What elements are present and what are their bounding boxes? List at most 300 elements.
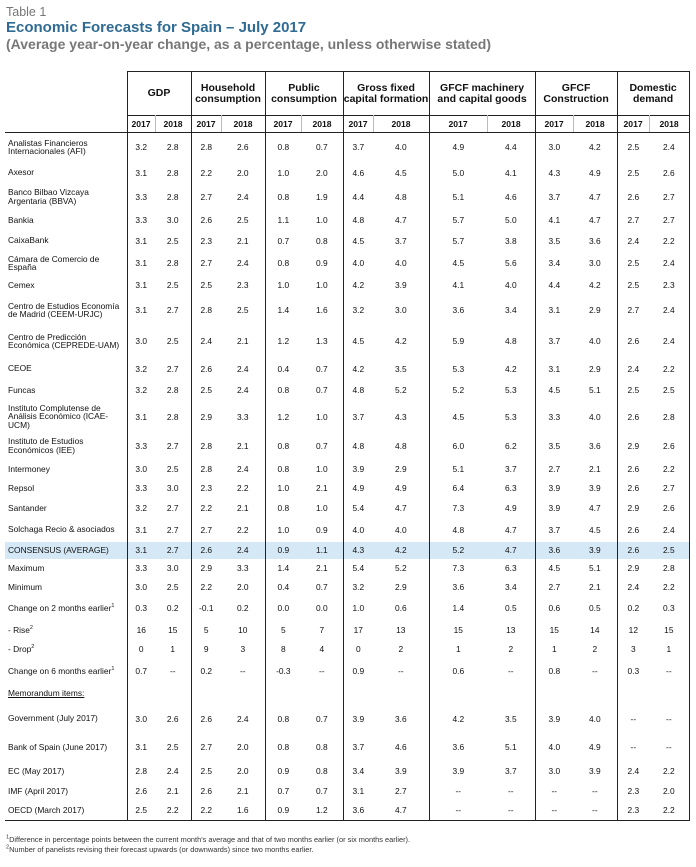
value-cell: 2.6 — [617, 400, 649, 433]
value-cell: 2.2 — [649, 358, 689, 380]
row-label — [5, 251, 127, 275]
value-cell: 2.1 — [573, 578, 617, 597]
row-label-text: Funcas — [8, 384, 36, 395]
row-label — [5, 640, 127, 660]
value-cell: 3.3 — [127, 479, 155, 499]
row-label-text: Instituto Complutense de Análisis Económico (ICAE-UCM) — [8, 402, 109, 430]
value-cell: 2.7 — [155, 518, 191, 542]
table-row — [5, 479, 689, 499]
value-cell: 4.9 — [343, 479, 373, 499]
column-group-header: Gross fixed capital formation — [343, 72, 429, 116]
value-cell: 3.2 — [127, 498, 155, 518]
row-label-text: Cámara de Comercio de España — [8, 253, 100, 273]
value-cell: 3.1 — [127, 230, 155, 251]
value-cell: 3.0 — [127, 704, 155, 733]
value-cell: 3.6 — [535, 542, 573, 559]
value-cell: 0.7 — [301, 133, 343, 162]
value-cell — [617, 683, 649, 704]
value-cell: 2.5 — [191, 762, 221, 782]
value-cell: 4.2 — [373, 325, 429, 358]
year-header: 2018 — [573, 116, 617, 133]
value-cell: 15 — [649, 620, 689, 640]
value-cell: 4.7 — [573, 498, 617, 518]
value-cell: 2.7 — [649, 210, 689, 231]
value-cell: 1 — [535, 640, 573, 660]
row-label — [5, 380, 127, 401]
value-cell: 2.6 — [221, 133, 265, 162]
value-cell: 2.8 — [155, 162, 191, 184]
row-label — [5, 659, 127, 683]
value-cell: 4.5 — [573, 518, 617, 542]
table-row — [5, 659, 689, 683]
value-cell: 3.6 — [429, 296, 487, 325]
value-cell: 2.6 — [617, 518, 649, 542]
value-cell: 2.6 — [127, 781, 155, 801]
value-cell: 2.9 — [617, 433, 649, 459]
value-cell: 2.4 — [191, 325, 221, 358]
value-cell: 4.2 — [487, 358, 535, 380]
value-cell: 0.2 — [617, 596, 649, 620]
value-cell: 3.2 — [127, 380, 155, 401]
value-cell: 1.0 — [301, 400, 343, 433]
value-cell — [301, 683, 343, 704]
value-cell: 3.4 — [343, 762, 373, 782]
value-cell — [649, 683, 689, 704]
value-cell: 3.1 — [127, 162, 155, 184]
row-label-text: Bankia — [8, 214, 34, 225]
value-cell: 2.4 — [155, 762, 191, 782]
consensus-row — [5, 542, 689, 559]
value-cell: 2.4 — [617, 578, 649, 597]
table-row — [5, 498, 689, 518]
row-label-text: Analistas Financieros Internacionales (AFI) — [8, 137, 88, 157]
row-label — [5, 498, 127, 518]
value-cell: 2.2 — [649, 578, 689, 597]
value-cell: 3.0 — [535, 133, 573, 162]
value-cell: -- — [221, 659, 265, 683]
value-cell: 4.9 — [429, 133, 487, 162]
row-label — [5, 801, 127, 821]
table-row — [5, 325, 689, 358]
row-label-text: Axesor — [8, 167, 35, 178]
year-header: 2017 — [535, 116, 573, 133]
value-cell: 0.9 — [265, 801, 301, 821]
value-cell: 0.6 — [373, 596, 429, 620]
value-cell: 3.1 — [127, 400, 155, 433]
row-label-text: - Rise — [8, 624, 30, 635]
value-cell: 2.4 — [221, 380, 265, 401]
value-cell: 2.5 — [617, 251, 649, 275]
table-row — [5, 400, 689, 433]
value-cell: 3.0 — [373, 296, 429, 325]
value-cell: 1.0 — [301, 498, 343, 518]
value-cell: 2.9 — [617, 498, 649, 518]
forecast-table — [5, 71, 690, 821]
value-cell: 2.9 — [373, 578, 429, 597]
value-cell: 2.7 — [649, 184, 689, 210]
value-cell: 2.5 — [617, 275, 649, 296]
value-cell: 2.0 — [221, 733, 265, 761]
value-cell: 2.3 — [617, 801, 649, 821]
year-header: 2018 — [487, 116, 535, 133]
value-cell: 4.8 — [343, 210, 373, 231]
value-cell: 3.7 — [487, 459, 535, 479]
row-label — [5, 620, 127, 640]
value-cell: 2.4 — [649, 325, 689, 358]
value-cell: 2.8 — [191, 433, 221, 459]
value-cell: 15 — [535, 620, 573, 640]
value-cell: 2.4 — [617, 358, 649, 380]
value-cell: 3.9 — [535, 704, 573, 733]
value-cell: 4.7 — [373, 801, 429, 821]
value-cell: 2.8 — [191, 133, 221, 162]
value-cell: 3.3 — [127, 433, 155, 459]
row-label-text: Centro de Predicción Económica (CEPREDE-UAM) — [8, 331, 120, 351]
value-cell: 4.8 — [373, 184, 429, 210]
value-cell: 2.8 — [649, 559, 689, 578]
value-cell: 0.7 — [265, 781, 301, 801]
value-cell: 2.6 — [191, 704, 221, 733]
table-row — [5, 704, 689, 733]
value-cell: -- — [573, 659, 617, 683]
value-cell: 3.0 — [573, 251, 617, 275]
value-cell: 4.9 — [373, 479, 429, 499]
value-cell: 2.1 — [221, 433, 265, 459]
year-header: 2018 — [221, 116, 265, 133]
value-cell: 2.4 — [649, 133, 689, 162]
value-cell: 6.3 — [487, 559, 535, 578]
value-cell: 3.6 — [429, 578, 487, 597]
value-cell: 6.4 — [429, 479, 487, 499]
row-label-text: Repsol — [8, 483, 35, 494]
value-cell: 2.7 — [155, 433, 191, 459]
value-cell: 2.8 — [191, 459, 221, 479]
column-group-header: GFCF Construction — [535, 72, 617, 116]
value-cell: 4.2 — [343, 358, 373, 380]
value-cell: 1.2 — [301, 801, 343, 821]
footnotes — [6, 835, 686, 855]
value-cell: 3.4 — [535, 251, 573, 275]
value-cell — [265, 683, 301, 704]
table-row — [5, 620, 689, 640]
value-cell: 4.2 — [429, 704, 487, 733]
value-cell: 3.9 — [535, 498, 573, 518]
value-cell: 4.4 — [535, 275, 573, 296]
row-label — [5, 400, 127, 433]
value-cell: 4.5 — [535, 559, 573, 578]
value-cell: 2.1 — [221, 230, 265, 251]
value-cell: 0.9 — [265, 762, 301, 782]
value-cell: 1.2 — [265, 400, 301, 433]
value-cell: 3.5 — [535, 433, 573, 459]
value-cell: 2.2 — [649, 762, 689, 782]
row-label-text: Centro de Estudios Economía de Madrid (CEEM-URJC) — [8, 300, 120, 320]
value-cell: 4.5 — [343, 230, 373, 251]
value-cell: 0.9 — [301, 251, 343, 275]
value-cell: 3.2 — [127, 133, 155, 162]
value-cell — [429, 683, 487, 704]
value-cell: 3.9 — [343, 704, 373, 733]
value-cell: 2.1 — [301, 559, 343, 578]
value-cell: 10 — [221, 620, 265, 640]
value-cell: 2.7 — [191, 184, 221, 210]
value-cell: 0.2 — [221, 596, 265, 620]
value-cell: -- — [649, 704, 689, 733]
value-cell: 3.6 — [573, 433, 617, 459]
value-cell: 4.8 — [429, 518, 487, 542]
value-cell: 3.7 — [343, 733, 373, 761]
value-cell — [535, 683, 573, 704]
value-cell: 4 — [301, 640, 343, 660]
value-cell: 1.0 — [301, 459, 343, 479]
value-cell: 4.0 — [487, 275, 535, 296]
value-cell: 4.0 — [573, 325, 617, 358]
value-cell: 3.6 — [373, 704, 429, 733]
value-cell: 2.9 — [617, 559, 649, 578]
value-cell: 0.8 — [265, 251, 301, 275]
value-cell: 2.7 — [617, 210, 649, 231]
row-label — [5, 162, 127, 184]
column-group-header: Household consumption — [191, 72, 265, 116]
value-cell: 5.3 — [487, 400, 535, 433]
value-cell: 2.2 — [191, 801, 221, 821]
value-cell: 2.7 — [373, 781, 429, 801]
row-label — [5, 433, 127, 459]
value-cell: 0.8 — [265, 498, 301, 518]
value-cell: 0.8 — [265, 704, 301, 733]
value-cell: 2.9 — [191, 559, 221, 578]
value-cell: 0.0 — [301, 596, 343, 620]
value-cell: 2.8 — [155, 251, 191, 275]
value-cell: 4.7 — [373, 210, 429, 231]
value-cell: 3.6 — [343, 801, 373, 821]
value-cell: 2.7 — [649, 479, 689, 499]
value-cell: 3.5 — [535, 230, 573, 251]
value-cell: 2.7 — [155, 542, 191, 559]
value-cell: 2.0 — [221, 578, 265, 597]
value-cell: 2.2 — [649, 230, 689, 251]
footnote-marker: 2 — [31, 644, 35, 651]
value-cell: 1.0 — [301, 275, 343, 296]
value-cell: 0.8 — [265, 733, 301, 761]
value-cell — [221, 683, 265, 704]
value-cell: 3.7 — [535, 184, 573, 210]
value-cell: 8 — [265, 640, 301, 660]
value-cell: 2.6 — [649, 162, 689, 184]
value-cell: 2.0 — [221, 162, 265, 184]
value-cell: 6.2 — [487, 433, 535, 459]
value-cell: 4.2 — [573, 133, 617, 162]
value-cell: 5.1 — [573, 380, 617, 401]
year-header: 2017 — [265, 116, 301, 133]
value-cell: 4.6 — [487, 184, 535, 210]
value-cell: 2.3 — [617, 781, 649, 801]
value-cell: 2.7 — [155, 498, 191, 518]
value-cell: 2.6 — [191, 781, 221, 801]
value-cell: 2.5 — [155, 275, 191, 296]
table-label: Table 1 — [6, 5, 47, 19]
value-cell: 3.9 — [573, 762, 617, 782]
value-cell: 4.0 — [373, 518, 429, 542]
value-cell: 1.2 — [265, 325, 301, 358]
value-cell: -- — [617, 704, 649, 733]
value-cell: 2.6 — [617, 325, 649, 358]
value-cell: 5.4 — [343, 498, 373, 518]
corner-cell — [5, 72, 127, 116]
value-cell: 5 — [191, 620, 221, 640]
value-cell: 2.9 — [573, 296, 617, 325]
row-label — [5, 762, 127, 782]
row-label — [5, 781, 127, 801]
row-label — [5, 518, 127, 542]
value-cell — [191, 683, 221, 704]
value-cell: 0.8 — [301, 762, 343, 782]
value-cell: 3.7 — [343, 400, 373, 433]
value-cell: 5.1 — [487, 733, 535, 761]
year-header: 2017 — [127, 116, 155, 133]
value-cell: 2.4 — [221, 251, 265, 275]
value-cell: 0.2 — [191, 659, 221, 683]
value-cell: 1.3 — [301, 325, 343, 358]
value-cell: 5.3 — [487, 380, 535, 401]
row-label — [5, 459, 127, 479]
value-cell: 0.8 — [301, 230, 343, 251]
value-cell: 4.0 — [535, 733, 573, 761]
table-row — [5, 133, 689, 162]
value-cell: 4.0 — [373, 133, 429, 162]
footnote — [6, 845, 686, 855]
value-cell: 3.0 — [155, 559, 191, 578]
value-cell: 3.1 — [127, 518, 155, 542]
value-cell: 2.6 — [617, 479, 649, 499]
row-label-text: CEOE — [8, 363, 32, 374]
value-cell: 1.1 — [301, 542, 343, 559]
value-cell: -- — [487, 659, 535, 683]
value-cell: 2.4 — [221, 358, 265, 380]
value-cell: 2 — [573, 640, 617, 660]
value-cell: 4.7 — [487, 542, 535, 559]
value-cell: 4.1 — [487, 162, 535, 184]
value-cell: -- — [535, 801, 573, 821]
value-cell: 3.9 — [343, 459, 373, 479]
value-cell: 0.6 — [429, 659, 487, 683]
row-label — [5, 542, 127, 559]
row-label — [5, 275, 127, 296]
value-cell: 2.4 — [649, 251, 689, 275]
table-row — [5, 162, 689, 184]
value-cell: 1.0 — [301, 210, 343, 231]
value-cell: 0.7 — [301, 433, 343, 459]
table-row — [5, 781, 689, 801]
value-cell: 4.8 — [373, 433, 429, 459]
value-cell: 3.0 — [155, 210, 191, 231]
value-cell: 2.7 — [535, 578, 573, 597]
row-label-text: EC (May 2017) — [8, 766, 65, 777]
value-cell: 2.5 — [155, 325, 191, 358]
value-cell: 2.9 — [191, 400, 221, 433]
value-cell: 2.3 — [191, 230, 221, 251]
value-cell: 1.0 — [265, 275, 301, 296]
value-cell: -- — [373, 659, 429, 683]
value-cell: 3.9 — [429, 762, 487, 782]
footnote-marker: 1 — [111, 666, 115, 673]
value-cell: 4.8 — [343, 380, 373, 401]
row-label — [5, 704, 127, 733]
value-cell: 1.4 — [265, 559, 301, 578]
footnote-marker: 1 — [111, 603, 115, 609]
value-cell: 2.2 — [191, 578, 221, 597]
value-cell: 4.0 — [343, 518, 373, 542]
value-cell: 2.5 — [155, 230, 191, 251]
row-label-text: Bank of Spain (June 2017) — [8, 742, 108, 753]
value-cell: 2.4 — [617, 762, 649, 782]
table-row — [5, 459, 689, 479]
row-label-text: Banco Bilbao Vizcaya Argentaria (BBVA) — [8, 187, 89, 206]
value-cell: 0.8 — [265, 184, 301, 210]
value-cell: 0.7 — [301, 578, 343, 597]
value-cell: 3.1 — [127, 542, 155, 559]
value-cell: 5.2 — [373, 380, 429, 401]
table-row — [5, 559, 689, 578]
value-cell: 1.6 — [301, 296, 343, 325]
value-cell: 2.6 — [191, 358, 221, 380]
value-cell: 3.1 — [127, 733, 155, 761]
value-cell: -- — [649, 659, 689, 683]
value-cell: 3.5 — [487, 704, 535, 733]
value-cell: 2.5 — [155, 733, 191, 761]
value-cell: -- — [573, 781, 617, 801]
value-cell: 4.0 — [343, 251, 373, 275]
value-cell: -- — [535, 781, 573, 801]
value-cell: 4.1 — [535, 210, 573, 231]
value-cell: 3.1 — [535, 358, 573, 380]
value-cell: 0.9 — [265, 542, 301, 559]
column-group-header: GDP — [127, 72, 191, 116]
value-cell: 4.3 — [343, 542, 373, 559]
value-cell: 3.3 — [127, 184, 155, 210]
value-cell: -- — [429, 801, 487, 821]
row-label-text: Change on 6 months earlier — [8, 665, 112, 676]
column-group-header: GFCF machinery and capital goods — [429, 72, 535, 116]
value-cell: 0.7 — [301, 358, 343, 380]
value-cell: 2.4 — [649, 518, 689, 542]
value-cell: 2 — [487, 640, 535, 660]
row-label-text: Intermoney — [8, 463, 50, 474]
value-cell: 0.9 — [301, 518, 343, 542]
value-cell: 1.1 — [265, 210, 301, 231]
value-cell: 3.0 — [127, 325, 155, 358]
row-label-text: Solchaga Recio & asociados — [8, 524, 115, 535]
row-label-text: Cemex — [8, 280, 35, 291]
table-title: Economic Forecasts for Spain – July 2017 — [6, 19, 307, 36]
value-cell: 3.0 — [535, 762, 573, 782]
value-cell: -- — [487, 801, 535, 821]
value-cell: 4.5 — [429, 251, 487, 275]
value-cell: 0.7 — [265, 230, 301, 251]
table-row — [5, 296, 689, 325]
value-cell: 2.5 — [617, 380, 649, 401]
value-cell: 4.5 — [535, 380, 573, 401]
value-cell: 7.3 — [429, 498, 487, 518]
value-cell: 3.4 — [487, 296, 535, 325]
footnote-number: 1 — [6, 834, 10, 841]
value-cell: 3.5 — [373, 358, 429, 380]
value-cell: 3.2 — [343, 296, 373, 325]
value-cell: 3.7 — [487, 762, 535, 782]
value-cell: 5.1 — [429, 459, 487, 479]
value-cell: 2.8 — [155, 380, 191, 401]
value-cell: -0.3 — [265, 659, 301, 683]
